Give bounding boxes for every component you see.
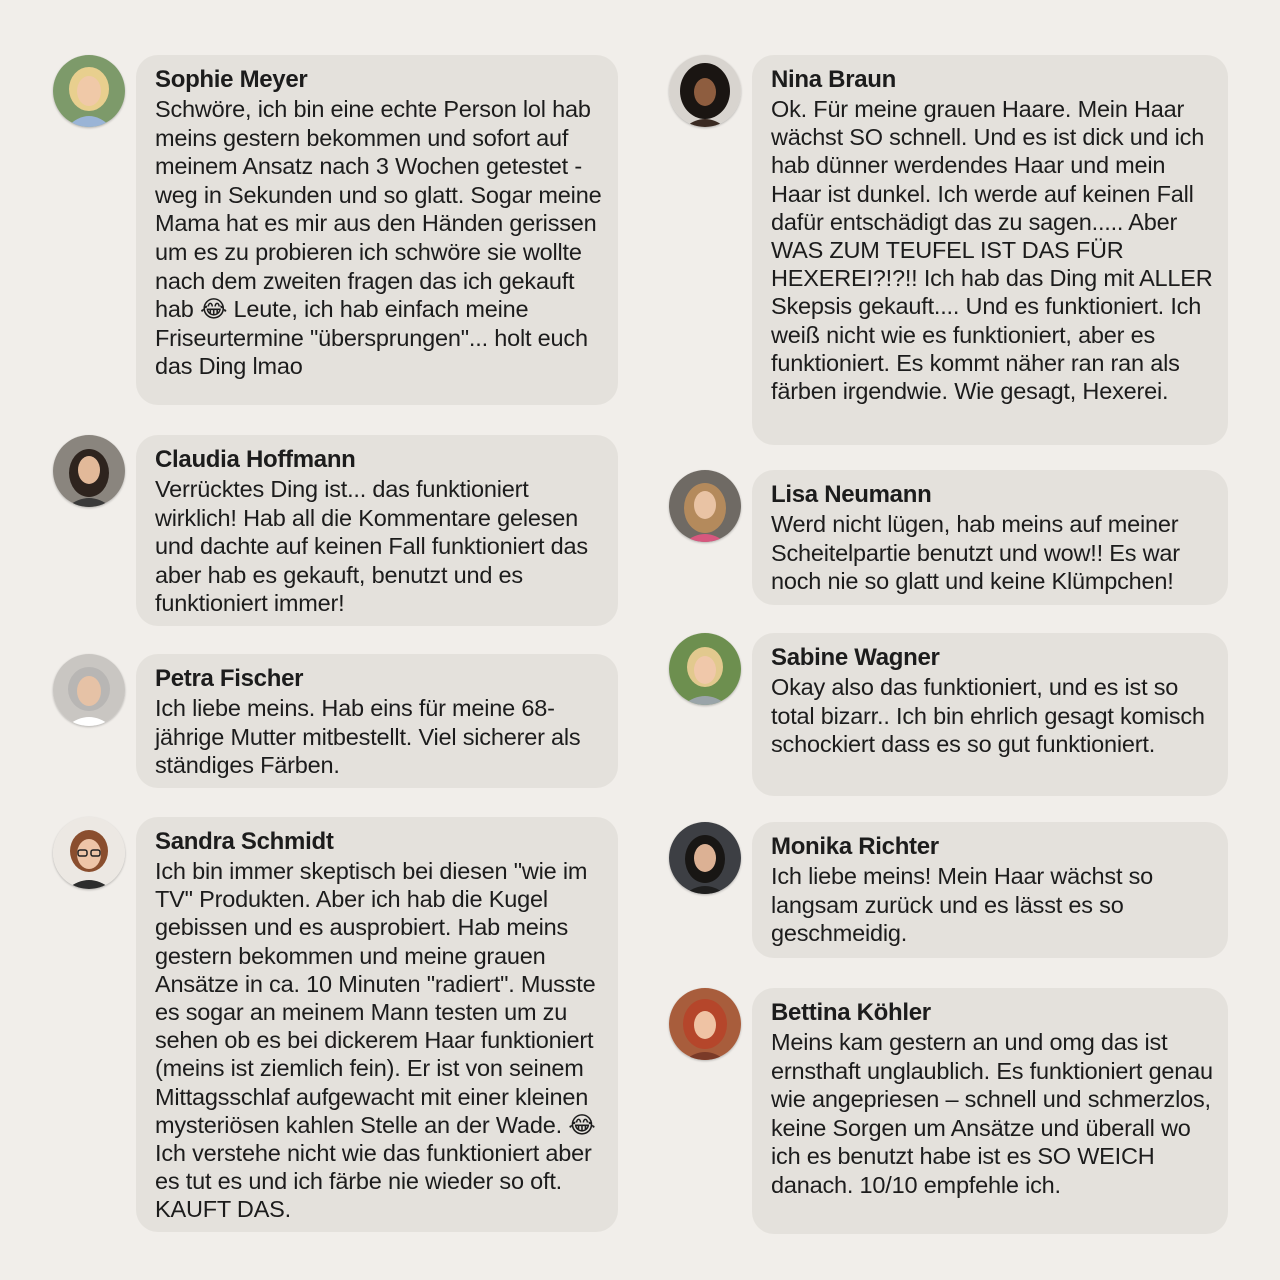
comment-bubble: [752, 470, 1228, 605]
commenter-name[interactable]: Sabine Wagner: [771, 644, 940, 671]
comment-text: Verrücktes Ding ist... das funktioniert wirklich! Hab all die Kommentare gelesen und dachte auf keinen Fall funktioniert das aber hab es gekauft, benutzt und es funktioniert immer!: [155, 476, 588, 617]
commenter-name[interactable]: Petra Fischer: [155, 665, 304, 692]
commenter-name[interactable]: Nina Braun: [771, 66, 897, 93]
comment-bubble: [752, 55, 1228, 445]
commenter-name[interactable]: Sandra Schmidt: [155, 828, 334, 855]
avatar-claudia-hoffmann[interactable]: [53, 435, 125, 507]
comment-text: Schwöre, ich bin eine echte Person lol hab meins gestern bekommen und sofort auf meinem Ansatz nach 3 Wochen getestet - weg in Sekunden und so glatt. Sogar meine Mama hat es mir aus den Händen gerissen um es zu probieren ich schwöre sie wollte nach dem zweiten fragen das ich gekauft hab 😂 Leute, ich hab einfach meine Friseurtermine "übersprungen"... holt euch das Ding lmao: [155, 96, 602, 380]
comment-bubble: [136, 817, 618, 1232]
commenter-name[interactable]: Bettina Köhler: [771, 999, 931, 1026]
comment-text: Okay also das funktioniert, und es ist so total bizarr.. Ich bin ehrlich gesagt komisch schockiert dass es so gut funktioniert.: [771, 674, 1205, 758]
comment-text: Meins kam gestern an und omg das ist ernsthaft unglaublich. Es funktioniert genau wie angepriesen – schnell und schmerzlos, keine Sorgen um Ansätze und überall wo ich es benutzt habe ist es SO WEICH danach. 10/10 empfehle ich.: [771, 1029, 1213, 1198]
comment-bubble: [136, 55, 618, 405]
comment-bubble: [136, 654, 618, 788]
avatar-lisa-neumann[interactable]: [669, 470, 741, 542]
avatar-sophie-meyer[interactable]: [53, 55, 125, 127]
avatar-monika-richter[interactable]: [669, 822, 741, 894]
commenter-name[interactable]: Sophie Meyer: [155, 66, 308, 93]
avatar-sabine-wagner[interactable]: [669, 633, 741, 705]
avatar-sandra-schmidt[interactable]: [53, 817, 125, 889]
comment-bubble: [752, 633, 1228, 796]
comment-bubble: [752, 822, 1228, 958]
commenter-name[interactable]: Lisa Neumann: [771, 481, 932, 508]
commenter-name[interactable]: Claudia Hoffmann: [155, 446, 356, 473]
avatar-petra-fischer[interactable]: [53, 654, 125, 726]
avatar-nina-braun[interactable]: [669, 55, 741, 127]
comment-text: Ok. Für meine grauen Haare. Mein Haar wächst SO schnell. Und es ist dick und ich hab dünner werdendes Haar und mein Haar ist dunkel. Ich werde auf keinen Fall dafür entschädigt das zu sagen..... Aber WAS ZUM TEUFEL IST DAS FÜR HEXEREI?!?!! Ich hab das Ding mit ALLER Skepsis gekauft.... Und es funktioniert. Ich weiß nicht wie es funktioniert, aber es funktioniert. Es kommt näher ran ran als färben irgendwie. Wie gesagt, Hexerei.: [771, 96, 1213, 405]
comment-text: Ich bin immer skeptisch bei diesen "wie im TV" Produkten. Aber ich hab die Kugel gebissen und es ausprobiert. Hab meins gestern bekommen und meine grauen Ansätze in ca. 10 Minuten "radiert". Musste es sogar an meinem Mann testen um zu sehen ob es bei dickerem Haar funktioniert (meins ist ziemlich fein). Er ist von seinem Mittagsschlaf aufgewacht mit einer kleinen mysteriösen kahlen Stelle an der Wade. 😂 Ich verstehe nicht wie das funktioniert aber es tut es und ich färbe nie wieder so oft. KAUFT DAS.: [155, 858, 596, 1223]
avatar-bettina-koehler[interactable]: [669, 988, 741, 1060]
comment-text: Ich liebe meins! Mein Haar wächst so langsam zurück und es lässt es so geschmeidig.: [771, 863, 1154, 947]
comment-bubble: [136, 435, 618, 626]
comment-text: Ich liebe meins. Hab eins für meine 68-jährige Mutter mitbestellt. Viel sicherer als ständiges Färben.: [155, 695, 581, 779]
comment-text: Werd nicht lügen, hab meins auf meiner Scheitelpartie benutzt und wow!! Es war noch nie so glatt und keine Klümpchen!: [771, 511, 1180, 595]
commenter-name[interactable]: Monika Richter: [771, 833, 939, 860]
comment-bubble: [752, 988, 1228, 1234]
